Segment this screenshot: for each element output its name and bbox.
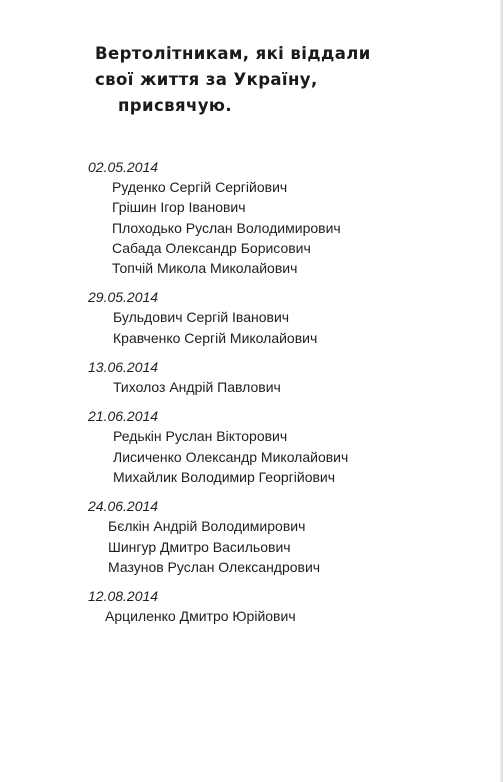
names-list: [88, 307, 448, 348]
name-item: Мазунов Руслан Олександрович: [108, 558, 321, 575]
name-item: Грішин Ігор Іванович: [112, 199, 246, 216]
group-date: 12.08.2014: [88, 588, 159, 605]
name-item: Тихолоз Андрій Павлович: [113, 379, 281, 396]
group-date: 29.05.2014: [88, 289, 159, 306]
name-item: Плоходько Руслан Володимирович: [112, 219, 341, 236]
names-list: [88, 177, 448, 278]
names-list: [88, 426, 448, 487]
dedication-heading: [95, 41, 475, 119]
name-item: Бєлкін Андрій Володимирович: [108, 518, 306, 535]
dedication-line: Вертолітникам, які віддали: [95, 44, 371, 63]
name-item: Михайлик Володимир Георгійович: [113, 468, 336, 485]
name-item: Лисиченко Олександр Миколайович: [113, 448, 349, 465]
name-item: Сабада Олександр Борисович: [112, 239, 311, 256]
date-group: [88, 496, 448, 577]
date-group: [88, 586, 448, 626]
names-list: [88, 516, 448, 577]
date-group: [88, 406, 448, 487]
name-item: Топчій Микола Миколайович: [112, 260, 298, 277]
name-item: Кравченко Сергій Миколайович: [113, 329, 318, 346]
group-date: 13.06.2014: [88, 359, 159, 376]
group-date: 24.06.2014: [88, 498, 159, 515]
names-list: [88, 606, 448, 626]
name-item: Бульдович Сергій Іванович: [113, 309, 290, 326]
group-date: 21.06.2014: [88, 408, 159, 425]
date-group: [88, 157, 448, 278]
group-date: 02.05.2014: [88, 159, 159, 175]
names-list: [88, 377, 448, 397]
name-item: Руденко Сергій Сергійович: [112, 179, 288, 195]
name-item: Редькін Руслан Вікторович: [113, 428, 288, 445]
date-group: [88, 287, 448, 348]
name-item: Шингур Дмитро Васильович: [108, 538, 291, 555]
memorial-list: [88, 157, 448, 635]
dedication-line: свої життя за Україну,: [95, 70, 318, 89]
name-item: Арциленко Дмитро Юрійович: [105, 608, 296, 625]
date-group: [88, 357, 448, 397]
dedication-line: присвячую.: [118, 96, 232, 115]
